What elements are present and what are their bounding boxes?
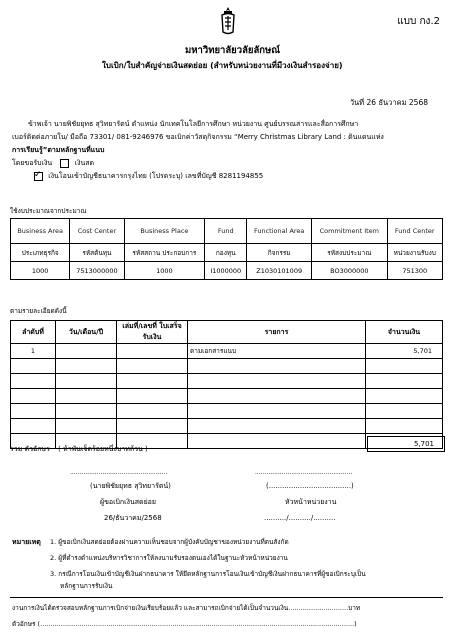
expense-cell-item [188, 359, 366, 374]
expense-cell-date [56, 404, 117, 419]
requester-line: ข้าพเจ้า นายพิชัยยุทธ สุวิทยารัตน์ ตำแหน่ง นักเทคโนโลยีการศึกษา หน่วยงาน ศูนย์บรรณสารและสื่อการศึกษา [28, 120, 359, 128]
expense-cell-receipt [117, 344, 188, 359]
expense-cell-receipt [117, 389, 188, 404]
expense-cell-receipt [117, 419, 188, 434]
expense-cell-date [56, 374, 117, 389]
budget-subheader: รหัสสถาน ประกอบการ [124, 244, 205, 262]
budget-header: Cost Center [70, 219, 124, 244]
expense-header: จำนวนเงิน [366, 321, 443, 344]
budget-header: Business Place [124, 219, 205, 244]
notes-label: หมายเหตุ [12, 538, 41, 546]
note-3-cont: หลักฐานการรับเงิน [60, 582, 113, 590]
total-amount [367, 436, 445, 452]
expense-cell-amount: 5,701 [366, 344, 443, 359]
total-words-label: รวม ตัวอักษร [10, 445, 50, 453]
expense-cell-amount [366, 389, 443, 404]
expense-section-label: ตามรายละเอียดดังนี้ [10, 307, 67, 315]
requester-name: (นายพิชัยยุทธ สุวิทยารัตน์) [90, 482, 171, 490]
expense-cell-no: 1 [11, 344, 56, 359]
expense-cell-item [188, 419, 366, 434]
signature-line-right: ................................................... [255, 469, 353, 476]
expense-row [11, 404, 443, 419]
expense-row [11, 374, 443, 389]
budget-table [10, 218, 443, 280]
request-purpose-line-2: การเรียนรู้”ตามหลักฐานที่แนบ [12, 146, 105, 154]
budget-value: 7513000000 [70, 262, 124, 280]
budget-value: I1000000 [205, 262, 247, 280]
expense-header: รายการ [188, 321, 366, 344]
head-name: (.....................................) [266, 482, 354, 490]
budget-subheader: ประเภทธุรกิจ [11, 244, 70, 262]
transfer-label: เงินโอนเข้าบัญชีธนาคารกรุงไทย (โปรดระบุ) เลขที่บัญชี 8281194855 [48, 172, 264, 180]
expense-header: เล่มที่/เลขที่ ใบเสร็จรับเงิน [117, 321, 188, 344]
budget-value: BO3000000 [312, 262, 387, 280]
budget-header: Business Area [11, 219, 70, 244]
head-date: ........../........../.......... [264, 514, 336, 522]
finance-check-line: งานการเงินได้ตรวจสอบหลักฐานการเบิกจ่ายเงินเรียบร้อยแล้ว และสามารถเบิกจ่ายได้เป็นจำนวนเงิน.............................บาท [12, 604, 361, 612]
note-2: 2. ผู้ที่ดำรงตำแหน่งบริหารวิชาการให้ลงนามรับรองตนเองได้ในฐานะหัวหน้าหน่วยงาน [50, 554, 288, 562]
expense-cell-amount [366, 374, 443, 389]
budget-value: 1000 [124, 262, 205, 280]
expense-cell-no [11, 389, 56, 404]
expense-cell-item [188, 404, 366, 419]
total-words-row [10, 445, 148, 454]
budget-values-row [11, 262, 443, 280]
expense-cell-receipt [117, 404, 188, 419]
cash-label: เงินสด [74, 159, 95, 167]
request-purpose-line: เบอร์ติดต่อภายใน/ มือถือ 73301/ 081-9246976 ขอเบิกค่าวัสดุกิจกรรม “Merry Christmas Library Land : ดินแดนแห่ง [12, 133, 384, 141]
budget-subheader-row [11, 244, 443, 262]
note-3: 3. กรณีการโอนเงินเข้าบัญชีเงินฝากธนาคาร ให้ยึดหลักฐานการโอนเงินเข้าบัญชีเงินฝากธนาคารที่ผู้ขอเบิกระบุเป็น [50, 570, 366, 578]
total-amount-value: 5,701 [413, 440, 434, 448]
expense-cell-no [11, 374, 56, 389]
requester-date: 26/ธันวาคม/2568 [104, 514, 162, 522]
head-role: หัวหน้าหน่วยงาน [285, 498, 337, 506]
expense-cell-receipt [117, 359, 188, 374]
budget-header: Functional Area [247, 219, 312, 244]
signature-line-left: ................................................... [70, 469, 168, 476]
expense-cell-amount [366, 404, 443, 419]
payment-method-label: โดยขอรับเงิน [12, 159, 53, 167]
university-name: มหาวิทยาลัยวลัยลักษณ์ [185, 45, 281, 56]
university-seal-icon [219, 6, 237, 36]
finance-words-line: ตัวอักษร (........................................................................................................................................................) [12, 620, 357, 628]
expense-cell-date [56, 359, 117, 374]
expense-cell-item [188, 389, 366, 404]
expense-header: วัน/เดือน/ปี [56, 321, 117, 344]
transfer-checkbox[interactable] [34, 172, 43, 181]
budget-header: Fund Center [387, 219, 443, 244]
requester-role: ผู้ขอเบิกเงินสดย่อย [100, 498, 156, 506]
budget-header: Fund [205, 219, 247, 244]
expense-cell-item [188, 374, 366, 389]
expense-cell-no [11, 359, 56, 374]
expense-row [11, 359, 443, 374]
expense-cell-no [11, 404, 56, 419]
budget-section-label: ใช้งบประมาณจากประมาณ [10, 207, 87, 215]
expense-cell-no [11, 419, 56, 434]
expense-row [11, 389, 443, 404]
form-number: แบบ กง.2 [397, 16, 440, 27]
expense-cell-receipt [117, 374, 188, 389]
budget-header: Commitment Item [312, 219, 387, 244]
cash-checkbox[interactable] [60, 159, 69, 168]
budget-subheader: รหัสงบประมาณ [312, 244, 387, 262]
payment-method-row [12, 157, 440, 170]
expense-row [11, 419, 443, 434]
expense-cell-item [188, 434, 366, 449]
budget-value: 751300 [387, 262, 443, 280]
budget-value: 1000 [11, 262, 70, 280]
request-paragraph [12, 118, 440, 183]
budget-subheader: กองทุน [205, 244, 247, 262]
expense-cell-date [56, 389, 117, 404]
expense-header-row [11, 321, 443, 344]
budget-header-row [11, 219, 443, 244]
transfer-row [12, 170, 440, 183]
expense-cell-amount [366, 419, 443, 434]
budget-value: Z1030101009 [247, 262, 312, 280]
budget-subheader: รหัสต้นทุน [70, 244, 124, 262]
expense-cell-amount [366, 359, 443, 374]
expense-cell-item: ตามเอกสารแนบ [188, 344, 366, 359]
expense-row [11, 344, 443, 359]
budget-subheader: หน่วยงานรับงบ [387, 244, 443, 262]
expense-table [10, 320, 443, 449]
note-1: 1. ผู้ขอเบิกเงินสดย่อยต้องผ่านความเห็นชอบจากผู้บังคับบัญชาของหน่วยงานที่ตนสังกัด [50, 538, 289, 546]
total-words-value: ( ห้าพันเจ็ดร้อยหนึ่งบาทถ้วน ) [58, 445, 148, 453]
expense-cell-date [56, 419, 117, 434]
form-date: วันที่ 26 ธันวาคม 2568 [349, 98, 428, 107]
expense-cell-date [56, 344, 117, 359]
form-title: ใบเบิก/ใบสำคัญจ่ายเงินสดย่อย (สำหรับหน่วยงานที่มีวงเงินสำรองจ่าย) [102, 61, 343, 70]
expense-header: ลำดับที่ [11, 321, 56, 344]
footer-divider [10, 597, 443, 598]
budget-subheader: กิจกรรม [247, 244, 312, 262]
